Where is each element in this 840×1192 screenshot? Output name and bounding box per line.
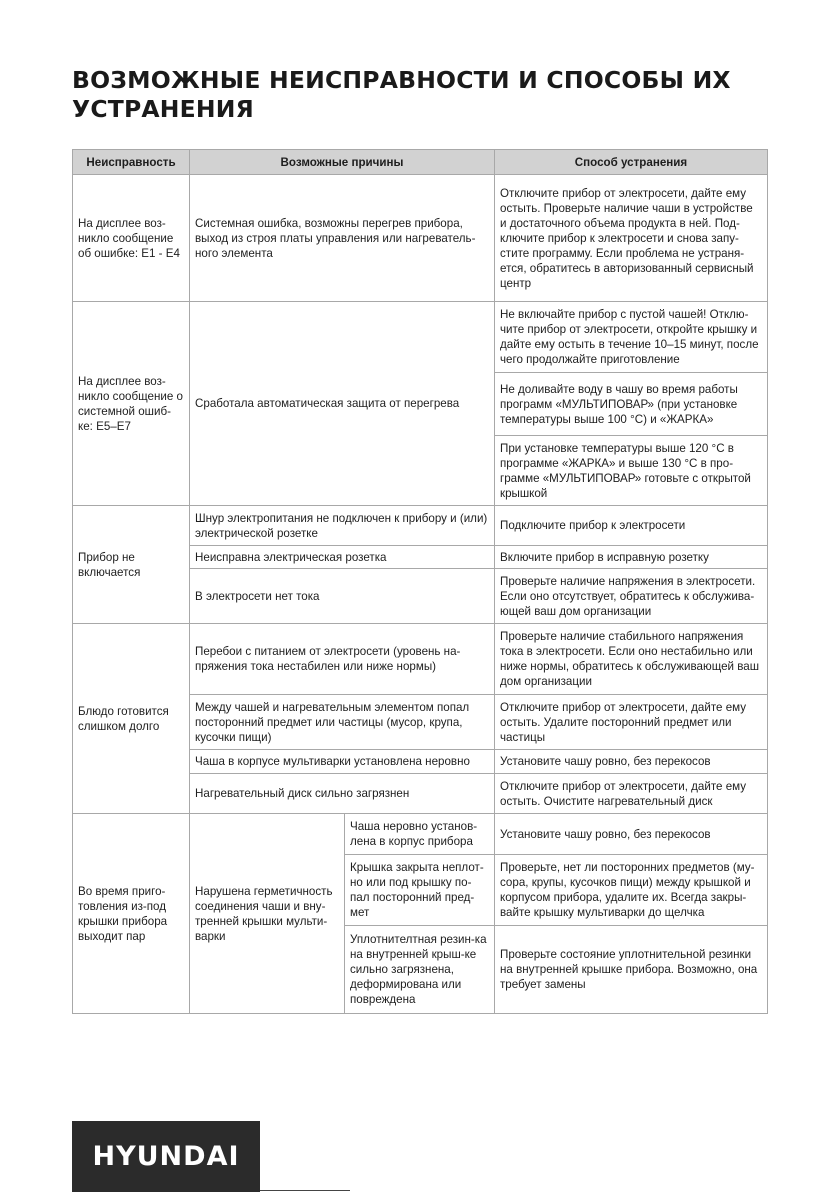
fix-cell: Не включайте прибор с пустой чашей! Отклю-чите прибор от электросети, откройте крышку и дайте ему остыть в течение 10–15 минут, после чего продолжайте приготовление: [495, 302, 768, 373]
fix-cell: Не доливайте воду в чашу во время работы программ «МУЛЬТИПОВАР» (при установке температуры выше 100 °C) и «ЖАРКА»: [495, 373, 768, 436]
fix-cell: Проверьте наличие напряжения в электросети. Если оно отсутствует, обратитесь к обслужива-ющей ваш дом организации: [495, 569, 768, 624]
fault-cell: Блюдо готовится слишком долго: [73, 624, 190, 814]
fix-cell: Отключите прибор от электросети, дайте ему остыть. Очистите нагревательный диск: [495, 774, 768, 814]
cause-cell: Между чашей и нагревательным элементом попал посторонний предмет или частицы (мусор, крупа, кусочки пищи): [190, 695, 495, 750]
fix-cell: Отключите прибор от электросети, дайте ему остыть. Проверьте наличие чаши в устройстве и достаточного объема продукта в ней. Под-ключите прибор к электросети и снова запу-стите программу. Если проблема не устраня-ется, обратитесь в авторизованный сервисный центр: [495, 175, 768, 302]
table-row: [73, 506, 768, 546]
sub-cause-cell: Крышка закрыта неплот-но или под крышку по-пал посторонний пред-мет: [345, 855, 495, 926]
table-header-row: [73, 150, 768, 175]
fix-cell: Проверьте наличие стабильного напряжения тока в электросети. Если оно нестабильно или ниже нормы, обратитесь к обслуживающей ваш дом организации: [495, 624, 768, 695]
table-row: [73, 624, 768, 695]
cause-cell: Чаша в корпусе мультиварки установлена неровно: [190, 750, 495, 774]
cause-cell: Нагревательный диск сильно загрязнен: [190, 774, 495, 814]
page-title: ВОЗМОЖНЫЕ НЕИСПРАВНОСТИ И СПОСОБЫ ИХ УСТРАНЕНИЯ: [72, 66, 731, 123]
brand-logo: HYUNDAI: [72, 1121, 260, 1192]
fix-cell: Включите прибор в исправную розетку: [495, 546, 768, 569]
table-row: [73, 814, 768, 855]
sub-cause-cell: Чаша неровно установ-лена в корпус прибора: [345, 814, 495, 855]
fix-cell: При установке температуры выше 120 °C в программе «ЖАРКА» и выше 130 °C в про-грамме «МУЛЬТИПОВАР» готовьте с открытой крышкой: [495, 436, 768, 506]
cause-cell: Нарушена герметичность соединения чаши и вну-тренней крышки мульти-варки: [190, 814, 345, 1014]
footer-divider: [260, 1190, 350, 1191]
fault-cell: На дисплее воз-никло сообщение о системной ошиб-ке: E5–E7: [73, 302, 190, 506]
cause-cell: Сработала автоматическая защита от перегрева: [190, 302, 495, 506]
fault-cell: На дисплее воз-никло сообщение об ошибке: E1 - E4: [73, 175, 190, 302]
table-row: [73, 175, 768, 302]
fault-cell: Во время приго-товления из-под крышки прибора выходит пар: [73, 814, 190, 1014]
header-fault: Неисправность: [73, 150, 190, 175]
header-cause: Возможные причины: [190, 150, 495, 175]
fix-cell: Проверьте состояние уплотнительной резинки на внутренней крышке прибора. Возможно, она требует замены: [495, 926, 768, 1014]
table-row: [73, 302, 768, 373]
troubleshooting-table: [72, 149, 768, 1014]
sub-cause-cell: Уплотнителтная резин-ка на внутренней крыш-ке сильно загрязнена, деформирована или повреждена: [345, 926, 495, 1014]
fix-cell: Отключите прибор от электросети, дайте ему остыть. Удалите посторонний предмет или частицы: [495, 695, 768, 750]
fix-cell: Подключите прибор к электросети: [495, 506, 768, 546]
cause-cell: Системная ошибка, возможны перегрев прибора, выход из строя платы управления или нагреватель-ного элемента: [190, 175, 495, 302]
fix-cell: Установите чашу ровно, без перекосов: [495, 814, 768, 855]
header-fix: Способ устранения: [495, 150, 768, 175]
cause-cell: В электросети нет тока: [190, 569, 495, 624]
cause-cell: Перебои с питанием от электросети (уровень на-пряжения тока нестабилен или ниже нормы): [190, 624, 495, 695]
cause-cell: Шнур электропитания не подключен к прибору и (или) электрической розетке: [190, 506, 495, 546]
fix-cell: Установите чашу ровно, без перекосов: [495, 750, 768, 774]
cause-cell: Неисправна электрическая розетка: [190, 546, 495, 569]
fault-cell: Прибор не включается: [73, 506, 190, 624]
fix-cell: Проверьте, нет ли посторонних предметов (му-сора, крупы, кусочков пищи) между крышкой и корпусом прибора, удалите их. Всегда закры-вайте крышку мультиварки до щелчка: [495, 855, 768, 926]
